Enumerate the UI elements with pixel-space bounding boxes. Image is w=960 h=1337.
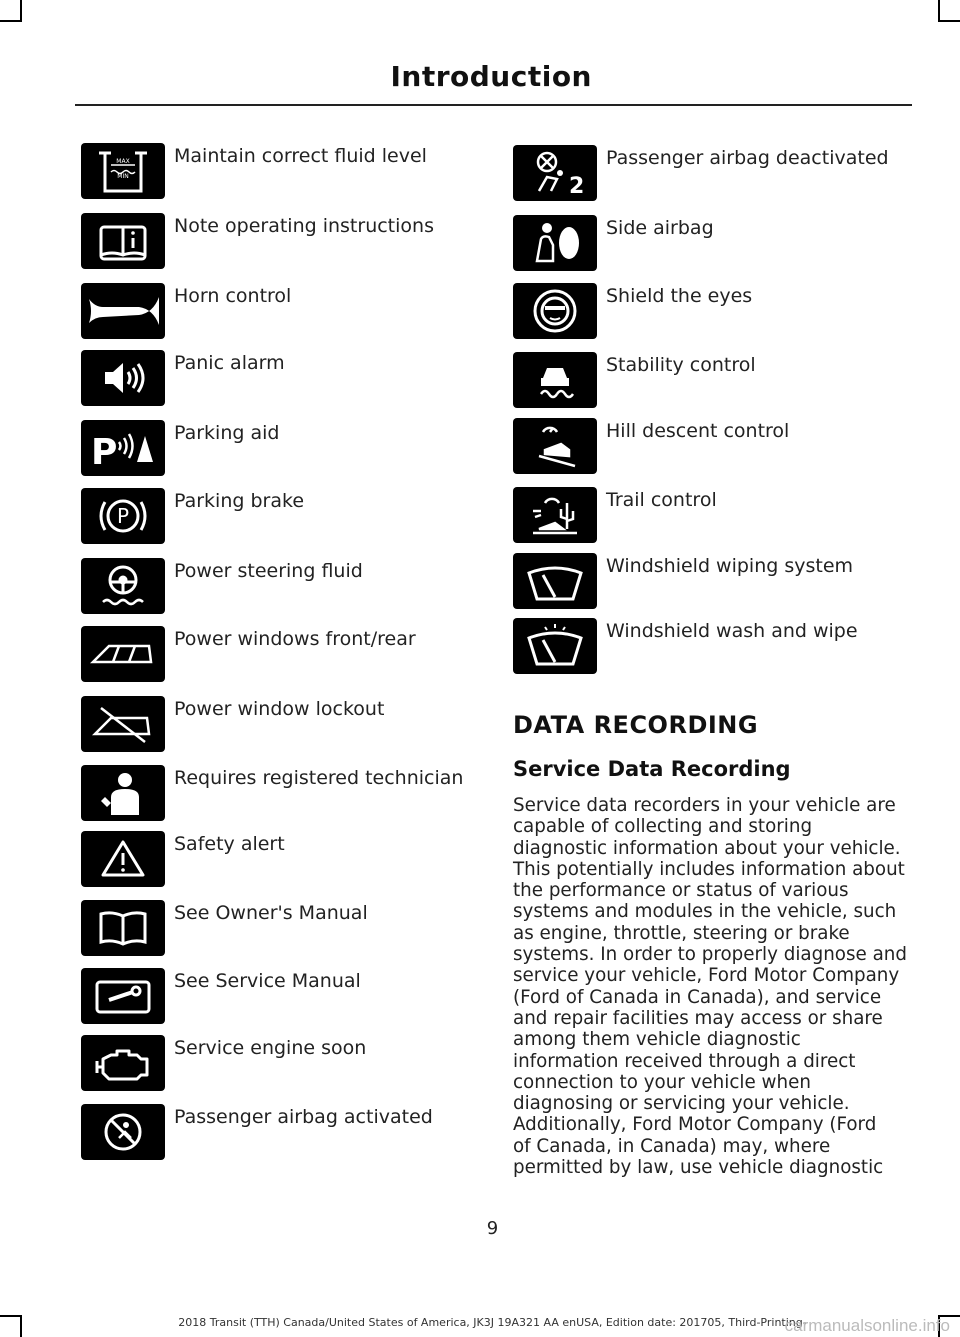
symbol-label: Stability control [606,354,756,376]
section-heading: DATA RECORDING [513,711,759,739]
symbol-label: See Owner's Manual [174,902,368,924]
symbol-label: See Service Manual [174,970,361,992]
body-line: as engine, throttle, steering or brake [513,922,850,944]
window-lockout-icon [81,696,165,752]
owners-manual-icon [81,900,165,956]
body-line: connection to your vehicle when [513,1071,811,1093]
body-line: information received through a direct [513,1050,856,1072]
body-line: diagnosing or servicing your vehicle. [513,1093,850,1115]
parking-brake-letter: P [116,504,130,528]
wiper-icon [513,553,597,609]
body-line: (Ford of Canada in Canada), and service [513,986,882,1008]
fluid-min-text: MIN [117,173,129,180]
side-airbag-icon [513,215,597,271]
airbag-deactivated-icon [513,145,597,201]
fluid-max-text: MAX [116,158,130,165]
footer-text: 2018 Transit (TTH) Canada/United States of America, JK3J 19A321 AA enUSA, Edition date: 201705, Third-Printing- [178,1316,807,1329]
symbol-label: Trail control [606,489,717,511]
technician-icon [81,765,165,821]
title-divider [75,104,912,106]
symbol-label: Parking brake [174,490,305,512]
body-line: Additionally, Ford Motor Company (Ford [513,1114,877,1136]
section-subheading: Service Data Recording [513,757,791,781]
page-title: Introduction [390,60,592,93]
power-window-icon [81,626,165,682]
symbol-label: Parking aid [174,422,280,444]
symbol-label: Note operating instructions [174,215,434,237]
crop-mark [938,20,960,22]
body-line: the performance or status of various [513,880,849,902]
steering-fluid-icon [81,558,165,614]
hill-descent-icon [513,418,597,474]
symbol-label: Windshield wash and wipe [606,620,858,642]
safety-alert-icon [81,831,165,887]
service-manual-icon [81,968,165,1024]
symbol-label: Maintain correct fluid level [174,145,427,167]
crop-mark [20,0,22,22]
symbol-label: Passenger airbag deactivated [606,147,889,169]
speaker-icon [81,350,165,406]
parking-brake-icon [81,488,165,544]
symbol-label: Power steering fluid [174,560,363,582]
body-line: among them vehicle diagnostic [513,1029,801,1051]
body-line: capable of collecting and storing [513,816,813,838]
parking-aid-icon [81,420,165,476]
section-body [513,795,913,1178]
parking-letter: P [91,432,118,473]
stability-control-icon [513,352,597,408]
page-number: 9 [486,1218,499,1239]
horn-icon [81,283,165,339]
operating-instructions-icon [81,213,165,269]
body-line: systems and modules in the vehicle, such [513,901,897,923]
trail-control-icon [513,487,597,543]
symbol-label: Requires registered technician [174,767,464,789]
airbag-activated-icon [81,1104,165,1160]
body-line: systems. In order to properly diagnose and [513,944,907,966]
symbol-label: Horn control [174,285,292,307]
symbol-label: Hill descent control [606,420,790,442]
symbol-label: Panic alarm [174,352,285,374]
eye-shield-icon [513,283,597,339]
body-line: diagnostic information about your vehicle. [513,837,901,859]
symbol-label: Side airbag [606,217,714,239]
body-line: service your vehicle, Ford Motor Company [513,965,900,987]
body-line: and repair facilities may access or share [513,1007,883,1029]
symbol-label: Passenger airbag activated [174,1106,433,1128]
symbol-label: Power windows front/rear [174,628,416,650]
airbag-digit: 2 [569,174,585,199]
symbol-label: Power window lockout [174,698,385,720]
engine-icon [81,1035,165,1091]
symbol-label: Shield the eyes [606,285,753,307]
body-line: of Canada, in Canada) may, where [513,1135,831,1157]
body-line: permitted by law, use vehicle diagnostic [513,1157,884,1179]
symbol-label: Safety alert [174,833,285,855]
watermark[interactable]: carmanualsonline.info [784,1316,950,1335]
body-line: Service data recorders in your vehicle are [513,795,896,816]
wash-wipe-icon [513,618,597,674]
body-line: This potentially includes information about [513,858,905,880]
symbol-label: Service engine soon [174,1037,367,1059]
symbol-label: Windshield wiping system [606,555,854,577]
crop-mark [0,20,22,22]
crop-mark [938,0,940,22]
fluid-level-icon [81,143,165,199]
